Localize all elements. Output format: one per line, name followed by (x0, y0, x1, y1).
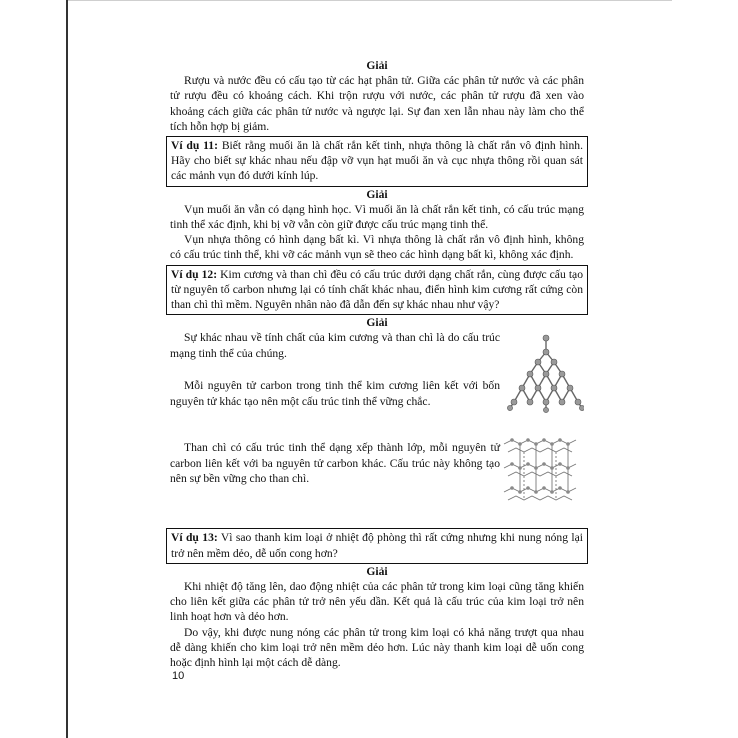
graphite-lattice-image (500, 434, 580, 508)
solution-heading: Giải (366, 187, 388, 201)
solution-heading: Giải (366, 316, 388, 330)
diamond-lattice-image (506, 330, 584, 414)
solution-paragraph: Do vậy, khi được nung nóng các phân tử trong kim loại có khả năng trượt qua nhau dễ dàng khiến cho kim loại trở nên mềm dẻo hơn. Lúc này thanh kim loại dễ uốn cong hoặc định hình lại một cách dễ dàng. (170, 625, 584, 670)
example-12-question: Kim cương và than chì đều có cấu trúc dưới dạng chất rắn, cùng được cấu tạo từ nguyên tố carbon nhưng lại có tính chất khác nhau, điển hình kim cương rất cứng còn than chì thì mềm. Nguyên nhân nào đã dẫn đến sự khác nhau như vậy? (171, 267, 583, 312)
solution-heading: Giải (366, 564, 388, 578)
example-13-label: Ví dụ 13: (171, 531, 218, 545)
example-13-question: Vì sao thanh kim loại ở nhiệt độ phòng thì rất cứng nhưng khi nung nóng lại trở nên mềm dẻo, dễ uốn cong hơn? (171, 531, 583, 560)
example-11-label: Ví dụ 11: (171, 139, 218, 153)
scan-page-edge (66, 0, 68, 738)
scan-top-edge (68, 0, 672, 1)
solution-paragraph: Vụn nhựa thông có hình dạng bất kì. Vì nhựa thông là chất rắn vô định hình, không có cấu trúc tinh thể, khi vỡ các mảnh vụn sẽ theo các hình dạng bất kì, không xác định. (170, 233, 584, 262)
page-number: 10 (172, 670, 185, 682)
example-12-label: Ví dụ 12: (171, 267, 218, 281)
solution-paragraph: Mỗi nguyên tử carbon trong tinh thể kim cương liên kết với bốn nguyên tử khác tạo nên một cấu trúc tinh thể vững chắc. (170, 379, 500, 408)
solution-paragraph: Sự khác nhau về tính chất của kim cương và than chì là do cấu trúc mạng tinh thể của chúng. (170, 331, 500, 360)
solution-heading: Giải (366, 59, 388, 72)
example-13-box (166, 528, 588, 563)
solution-paragraph: Khi nhiệt độ tăng lên, dao động nhiệt của các phân tử trong kim loại cũng tăng khiến cho liên kết giữa các phân tử trở nên yếu dần. Kết quả là cấu trúc của kim loại trở nên linh hoạt hơn và dẻo hơn. (170, 580, 584, 624)
solution-paragraph: Than chì có cấu trúc tinh thể dạng xếp thành lớp, mỗi nguyên tử carbon liên kết với ba nguyên tử carbon khác. Cấu trúc này không tạo nên sự bền vững cho than chì. (170, 441, 500, 485)
solution-paragraph: Rượu và nước đều có cấu tạo từ các hạt phân tử. Giữa các phân tử nước và các phân tử rượu đều có khoảng cách. Khi trộn rượu với nước, các phân tử rượu đã xen vào khoảng cách giữa các phân tử nước và ngược lại. Sự đan xen lẫn nhau này làm cho thể tích hỗn hợp bị giảm. (170, 74, 584, 133)
solution-paragraph: Vụn muối ăn vẫn có dạng hình học. Vì muối ăn là chất rắn kết tinh, có cấu trúc mạng tinh thể xác định, khi bị vỡ vẫn còn giữ được cấu trúc mạng tinh thể. (170, 202, 584, 232)
example-11-question: Biết rằng muối ăn là chất rắn kết tinh, nhựa thông là chất rắn vô định hình. Hãy cho biết sự khác nhau nếu đập vỡ vụn hạt muối ăn và cục nhựa thông rồi quan sát các mảnh vụn đó dưới kính lúp. (171, 139, 583, 183)
example-12-box (166, 265, 588, 316)
example-11-box (166, 136, 588, 187)
